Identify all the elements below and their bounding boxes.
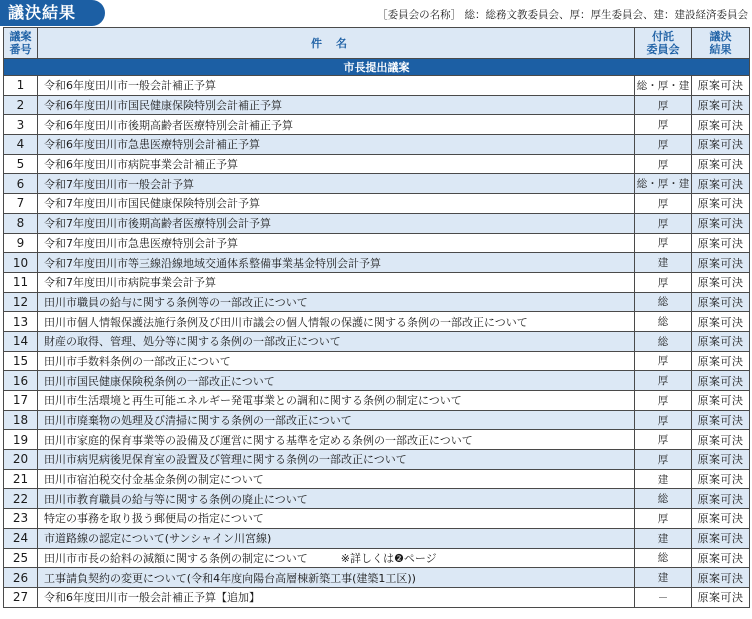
row-result: 原案可決 xyxy=(692,351,750,371)
row-number: 26 xyxy=(4,568,38,588)
header-result: 議決 結果 xyxy=(692,28,750,59)
table-row xyxy=(4,194,750,214)
table-row xyxy=(4,253,750,273)
row-result: 原案可決 xyxy=(692,213,750,233)
row-name: 田川市廃棄物の処理及び清掃に関する条例の一部改正について xyxy=(38,410,635,430)
row-committee: 厚 xyxy=(635,391,692,411)
row-name: 令和7年度田川市一般会計予算 xyxy=(38,174,635,194)
table-row xyxy=(4,450,750,470)
table-row xyxy=(4,410,750,430)
row-result: 原案可決 xyxy=(692,233,750,253)
row-number: 16 xyxy=(4,371,38,391)
row-result: 原案可決 xyxy=(692,410,750,430)
table-row xyxy=(4,213,750,233)
row-number: 9 xyxy=(4,233,38,253)
table-row xyxy=(4,76,750,96)
row-committee: 厚 xyxy=(635,509,692,529)
row-name: 令和7年度田川市病院事業会計予算 xyxy=(38,272,635,292)
row-name: 令和6年度田川市病院事業会計補正予算 xyxy=(38,154,635,174)
row-result: 原案可決 xyxy=(692,194,750,214)
row-name: 財産の取得、管理、処分等に関する条例の一部改正について xyxy=(38,331,635,351)
row-number: 6 xyxy=(4,174,38,194)
row-committee: 厚 xyxy=(635,371,692,391)
row-name: 田川市市長の給料の減額に関する条例の制定について ※詳しくは❷ページ xyxy=(38,548,635,568)
table-row xyxy=(4,292,750,312)
row-name: 田川市個人情報保護法施行条例及び田川市議会の個人情報の保護に関する条例の一部改正について xyxy=(38,312,635,332)
row-result: 原案可決 xyxy=(692,548,750,568)
table-row xyxy=(4,371,750,391)
row-committee: 厚 xyxy=(635,194,692,214)
row-committee: 厚 xyxy=(635,95,692,115)
row-number: 19 xyxy=(4,430,38,450)
table-header-row xyxy=(4,28,750,59)
table-row xyxy=(4,548,750,568)
row-name: 田川市病児病後児保育室の設置及び管理に関する条例の一部改正について xyxy=(38,450,635,470)
row-number: 5 xyxy=(4,154,38,174)
row-name: 特定の事務を取り扱う郵便局の指定について xyxy=(38,509,635,529)
row-result: 原案可決 xyxy=(692,430,750,450)
row-number: 17 xyxy=(4,391,38,411)
row-number: 7 xyxy=(4,194,38,214)
table-row xyxy=(4,272,750,292)
row-result: 原案可決 xyxy=(692,312,750,332)
row-committee: － xyxy=(635,587,692,607)
row-name: 令和6年度田川市後期高齢者医療特別会計補正予算 xyxy=(38,115,635,135)
table-row xyxy=(4,135,750,155)
row-result: 原案可決 xyxy=(692,568,750,588)
row-number: 21 xyxy=(4,469,38,489)
row-committee: 建 xyxy=(635,528,692,548)
row-name: 田川市職員の給与に関する条例等の一部改正について xyxy=(38,292,635,312)
table-row xyxy=(4,154,750,174)
row-committee: 総 xyxy=(635,331,692,351)
row-result: 原案可決 xyxy=(692,174,750,194)
row-result: 原案可決 xyxy=(692,115,750,135)
row-name: 令和7年度田川市後期高齢者医療特別会計予算 xyxy=(38,213,635,233)
table-row xyxy=(4,312,750,332)
row-committee: 厚 xyxy=(635,213,692,233)
row-result: 原案可決 xyxy=(692,272,750,292)
section-row xyxy=(4,59,750,76)
row-number: 10 xyxy=(4,253,38,273)
row-number: 15 xyxy=(4,351,38,371)
row-result: 原案可決 xyxy=(692,469,750,489)
row-number: 2 xyxy=(4,95,38,115)
row-result: 原案可決 xyxy=(692,95,750,115)
row-committee: 厚 xyxy=(635,410,692,430)
row-name: 令和6年度田川市国民健康保険特別会計補正予算 xyxy=(38,95,635,115)
row-name: 市道路線の認定について(サンシャイン川宮線) xyxy=(38,528,635,548)
row-committee: 厚 xyxy=(635,450,692,470)
row-number: 27 xyxy=(4,587,38,607)
table-row xyxy=(4,174,750,194)
row-committee: 総・厚・建 xyxy=(635,76,692,96)
row-number: 22 xyxy=(4,489,38,509)
row-number: 20 xyxy=(4,450,38,470)
row-name: 令和7年度田川市国民健康保険特別会計予算 xyxy=(38,194,635,214)
row-committee: 建 xyxy=(635,469,692,489)
row-number: 4 xyxy=(4,135,38,155)
row-result: 原案可決 xyxy=(692,528,750,548)
table-row xyxy=(4,469,750,489)
row-committee: 厚 xyxy=(635,272,692,292)
row-result: 原案可決 xyxy=(692,253,750,273)
row-result: 原案可決 xyxy=(692,331,750,351)
row-name: 令和7年度田川市急患医療特別会計予算 xyxy=(38,233,635,253)
row-committee: 厚 xyxy=(635,351,692,371)
row-committee: 厚 xyxy=(635,154,692,174)
row-result: 原案可決 xyxy=(692,509,750,529)
row-name: 田川市宿泊税交付金基金条例の制定について xyxy=(38,469,635,489)
row-committee: 建 xyxy=(635,568,692,588)
row-committee: 総 xyxy=(635,312,692,332)
table-row xyxy=(4,489,750,509)
table-row xyxy=(4,509,750,529)
row-name: 田川市生活環境と再生可能エネルギー発電事業との調和に関する条例の制定について xyxy=(38,391,635,411)
row-committee: 厚 xyxy=(635,135,692,155)
table-row xyxy=(4,430,750,450)
row-name: 田川市手数料条例の一部改正について xyxy=(38,351,635,371)
section-label: 市長提出議案 xyxy=(4,59,750,76)
row-name: 令和6年度田川市急患医療特別会計補正予算 xyxy=(38,135,635,155)
row-number: 24 xyxy=(4,528,38,548)
row-committee: 厚 xyxy=(635,115,692,135)
row-committee: 厚 xyxy=(635,430,692,450)
row-number: 12 xyxy=(4,292,38,312)
header-committee: 付託 委員会 xyxy=(635,28,692,59)
table-row xyxy=(4,233,750,253)
row-name: 令和7年度田川市等三線沿線地域交通体系整備事業基金特別会計予算 xyxy=(38,253,635,273)
row-name: 田川市家庭的保育事業等の設備及び運営に関する基準を定める条例の一部改正について xyxy=(38,430,635,450)
header-name: 件名 xyxy=(38,28,635,59)
row-result: 原案可決 xyxy=(692,135,750,155)
row-name: 令和6年度田川市一般会計補正予算【追加】 xyxy=(38,587,635,607)
row-result: 原案可決 xyxy=(692,391,750,411)
row-number: 14 xyxy=(4,331,38,351)
committee-legend: ［委員会の名称］ 総：総務文教委員会、厚：厚生委員会、建：建設経済委員会 xyxy=(377,9,748,21)
row-committee: 総 xyxy=(635,548,692,568)
page-title: 議決結果 xyxy=(0,0,105,26)
row-committee: 総 xyxy=(635,292,692,312)
table-row xyxy=(4,351,750,371)
row-number: 25 xyxy=(4,548,38,568)
table-row xyxy=(4,528,750,548)
table-row xyxy=(4,391,750,411)
row-number: 8 xyxy=(4,213,38,233)
row-result: 原案可決 xyxy=(692,76,750,96)
row-name: 田川市国民健康保険税条例の一部改正について xyxy=(38,371,635,391)
row-result: 原案可決 xyxy=(692,292,750,312)
row-committee: 厚 xyxy=(635,233,692,253)
row-result: 原案可決 xyxy=(692,450,750,470)
table-row xyxy=(4,568,750,588)
row-number: 11 xyxy=(4,272,38,292)
table-row xyxy=(4,331,750,351)
row-name: 令和6年度田川市一般会計補正予算 xyxy=(38,76,635,96)
table-row xyxy=(4,587,750,607)
row-number: 18 xyxy=(4,410,38,430)
header-number: 議案 番号 xyxy=(4,28,38,59)
row-number: 23 xyxy=(4,509,38,529)
resolution-table xyxy=(3,27,750,608)
row-result: 原案可決 xyxy=(692,489,750,509)
row-committee: 総・厚・建 xyxy=(635,174,692,194)
row-name: 工事請負契約の変更について(令和4年度向陽台高層棟新築工事(建築1工区)) xyxy=(38,568,635,588)
row-result: 原案可決 xyxy=(692,154,750,174)
table-row xyxy=(4,95,750,115)
row-number: 13 xyxy=(4,312,38,332)
row-result: 原案可決 xyxy=(692,371,750,391)
table-row xyxy=(4,115,750,135)
row-committee: 総 xyxy=(635,489,692,509)
row-number: 3 xyxy=(4,115,38,135)
row-number: 1 xyxy=(4,76,38,96)
row-name: 田川市教育職員の給与等に関する条例の廃止について xyxy=(38,489,635,509)
row-result: 原案可決 xyxy=(692,587,750,607)
row-committee: 建 xyxy=(635,253,692,273)
